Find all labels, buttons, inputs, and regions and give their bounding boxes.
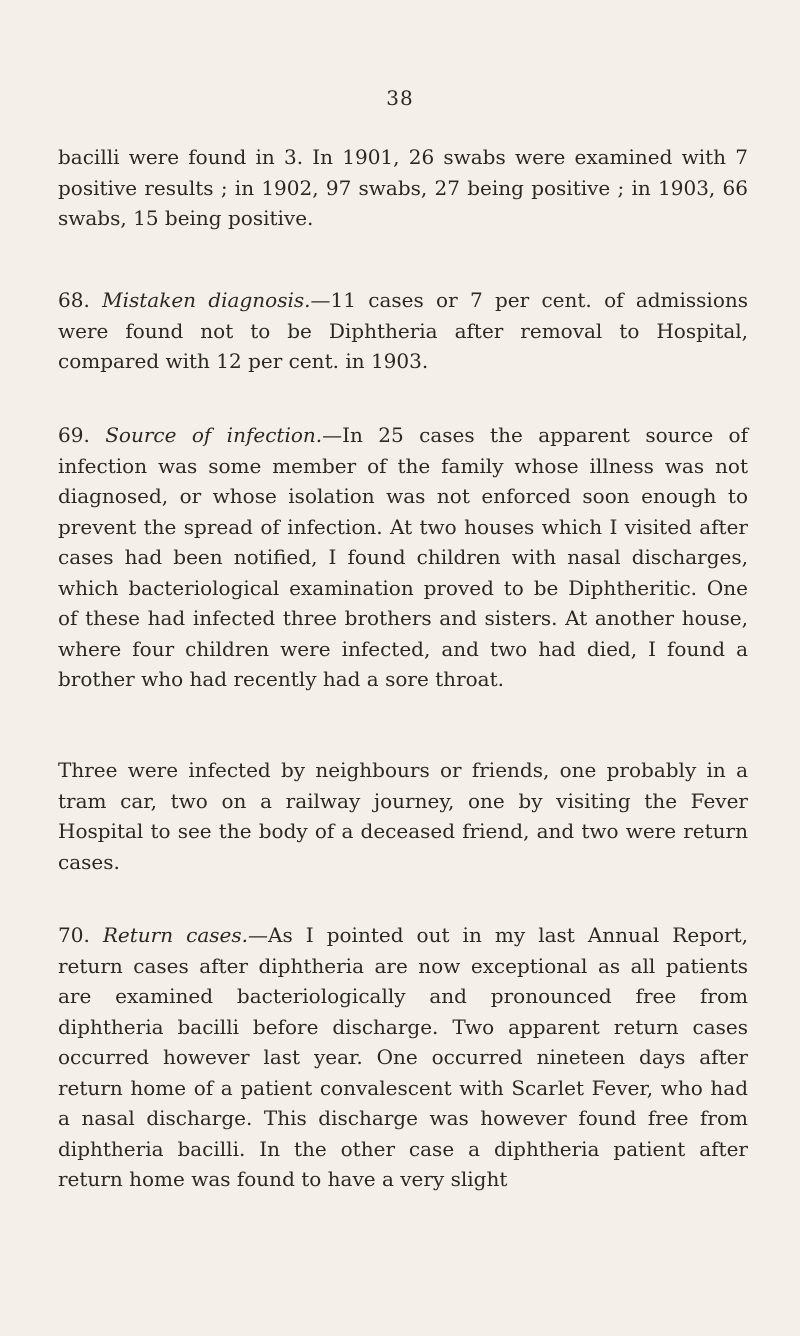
section-heading: Return cases. xyxy=(102,923,249,947)
paragraph-text: Three were infected by neighbours or friends, one probably in a tram car, two on a railway journey, one by visiting the Fever Hospital to see the body of a deceased friend, and two were return cases. xyxy=(58,758,748,874)
paragraph-text: bacilli were found in 3. In 1901, 26 swabs were examined with 7 positive results ; in 1902, 97 swabs, 27 being positive ; in 1903, 66 swabs, 15 being positive. xyxy=(58,145,748,230)
paragraph-mistaken-diagnosis xyxy=(58,285,748,377)
section-number: 69. xyxy=(58,423,90,447)
section-heading: Source of infection. xyxy=(105,423,323,447)
section-number: 68. xyxy=(58,288,90,312)
page-number: 38 xyxy=(386,86,414,110)
section-heading: Mistaken diagnosis. xyxy=(102,288,311,312)
paragraph-swab-results xyxy=(58,142,748,234)
paragraph-text: —11 cases or 7 per cent. of admissions were found not to be Diphtheria after removal to Hospital, compared with 12 per cent. in 1903. xyxy=(58,288,749,373)
paragraph-neighbours-infection xyxy=(58,755,748,877)
paragraph-text: —In 25 cases the apparent source of infection was some member of the family whose illness was not diagnosed, or whose isolation was not enforced soon enough to prevent the spread of infection. At two houses which I visited after cases had been notified, I found children with nasal discharges, which bacteriological examination proved to be Diphtheritic. One of these had infected three brothers and sisters. At another house, where four children were infected, and two had died, I found a brother who had recently had a sore throat. xyxy=(58,423,748,691)
paragraph-text: —As I pointed out in my last Annual Report, return cases after diphtheria are now exceptional as all patients are examined bacteriologically and pronounced free from diphtheria bacilli before discharge. Two apparent return cases occurred however last year. One occurred nineteen days after return home of a patient convalescent with Scarlet Fever, who had a nasal discharge. This discharge was however found free from diphtheria bacilli. In the other case a diphtheria patient after return home was found to have a very slight xyxy=(58,923,748,1191)
paragraph-return-cases xyxy=(58,920,748,1195)
section-number: 70. xyxy=(58,923,90,947)
paragraph-source-of-infection xyxy=(58,420,748,695)
